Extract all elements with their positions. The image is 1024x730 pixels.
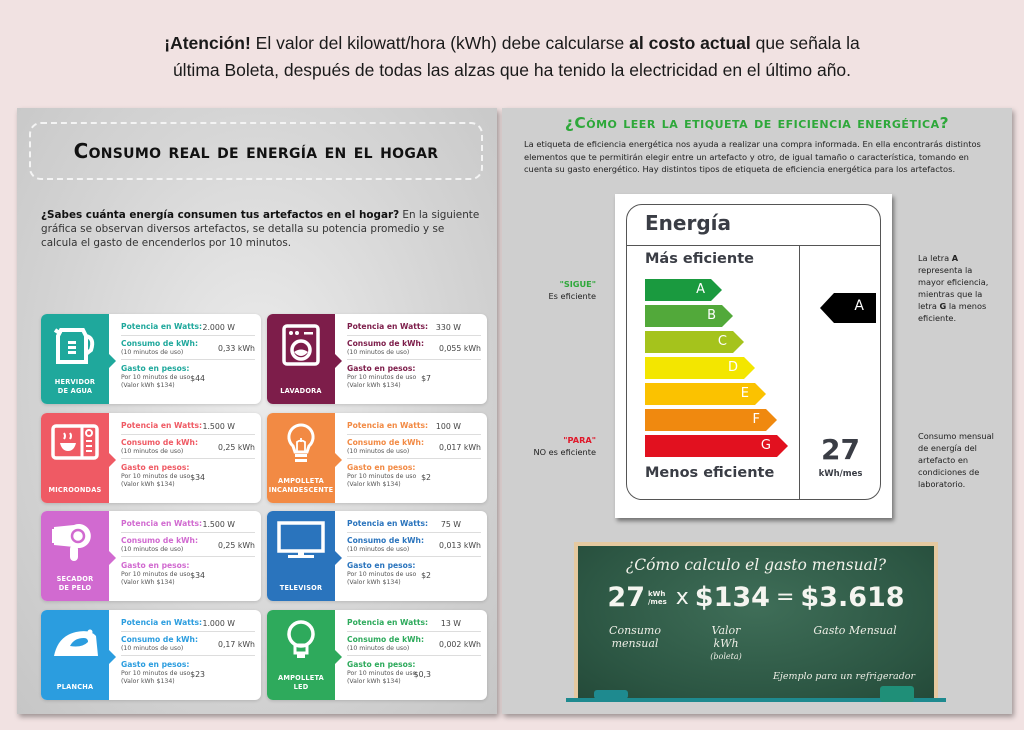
consumption-value: 0,055 kWh	[439, 344, 481, 353]
power-value: 100 W	[435, 421, 461, 431]
cost-label: Gasto en pesos:	[121, 364, 190, 373]
cost-sublabel-1: Por 10 minutos de uso	[121, 472, 191, 480]
appliance-name	[41, 486, 109, 495]
consumption-sublabel: (10 minutos de uso)	[347, 644, 410, 652]
chalkboard-question: ¿Cómo calculo el gasto mensual?	[625, 556, 887, 574]
appliance-stats	[347, 616, 481, 690]
caption-valor	[696, 624, 756, 663]
rating-letter: A	[854, 298, 864, 314]
power-value: 2.000 W	[202, 323, 235, 332]
appliance-name	[267, 477, 335, 495]
led-bulb-icon	[279, 610, 323, 668]
appliance-card	[267, 511, 487, 601]
kettle-icon	[53, 314, 97, 372]
appliance-card	[267, 314, 487, 404]
cost-row	[121, 360, 255, 394]
appliance-tile	[267, 610, 335, 700]
cost-value: $2	[421, 472, 431, 482]
consumption-intro	[41, 208, 481, 250]
para-tag: "PARA"	[563, 435, 596, 445]
caption-valor-line-1: Valor	[711, 624, 741, 637]
consumption-label: Consumo de kWh:	[121, 536, 198, 545]
cost-label: Gasto en pesos:	[347, 659, 416, 669]
cost-value: $23	[190, 669, 205, 679]
note-a-letter-g: G	[939, 301, 947, 311]
consumption-row	[121, 435, 255, 459]
cost-sublabel-1: Por 10 minutos de uso	[121, 374, 191, 381]
appliance-name	[267, 674, 335, 692]
para-note	[516, 434, 596, 458]
consumption-label: Consumo de kWh:	[347, 634, 424, 644]
appliance-name-line-1: HERVIDOR	[54, 378, 96, 386]
appliance-name-line-1: SECADOR	[56, 575, 94, 583]
cost-sublabel-1: Por 10 minutos de uso	[347, 571, 417, 578]
power-value: 1.500 W	[202, 520, 235, 529]
caption-example: Ejemplo para un refrigerador	[772, 671, 916, 682]
consumption-value: 0,013 kWh	[439, 541, 481, 550]
sigue-tag: "SIGUE"	[559, 279, 596, 289]
appliance-stats	[121, 320, 255, 394]
cost-sublabel-1: Por 10 minutos de uso	[347, 374, 417, 381]
notice-text-1: El valor del kilowatt/hora (kWh) debe calcularse	[250, 33, 630, 53]
notice-line-2: última Boleta, después de todas las alzas que ha tenido la electricidad en el último año.	[172, 60, 852, 80]
appliance-tile	[267, 511, 335, 601]
power-row	[121, 320, 255, 336]
washing-machine-icon	[279, 314, 323, 372]
cost-sublabel-1: Por 10 minutos de uso	[121, 571, 191, 578]
consumption-row	[347, 533, 481, 557]
appliance-name	[41, 378, 109, 396]
tv-icon	[276, 511, 326, 567]
power-row	[347, 419, 481, 435]
consumption-value: 0,25 kWh	[217, 541, 255, 550]
chalk-box-icon	[880, 686, 914, 702]
appliance-name-line-1: MICROONDAS	[48, 485, 102, 494]
cost-row	[121, 557, 255, 591]
cost-value: $44	[190, 374, 205, 383]
power-row	[347, 517, 481, 533]
appliance-name-line-1: PLANCHA	[56, 682, 94, 691]
cost-row	[347, 459, 481, 493]
consumption-value: 0,25 kWh	[217, 442, 255, 452]
power-label: Potencia en Watts:	[347, 420, 429, 430]
appliance-name-line-1: AMPOLLETA	[278, 476, 324, 485]
consumption-title: Consumo real de energía en el hogar	[73, 139, 439, 163]
appliance-tile	[267, 314, 335, 404]
consumption-panel	[17, 108, 497, 714]
consumption-sublabel: (10 minutos de uso)	[121, 447, 184, 455]
appliance-stats	[121, 517, 255, 591]
cost-row	[347, 360, 481, 394]
equation-kwh: 27	[607, 582, 645, 613]
power-label: Potencia en Watts:	[121, 420, 203, 430]
most-efficient-label: Más eficiente	[645, 251, 754, 267]
cost-sublabel-2: (Valor kWh $134)	[121, 382, 175, 389]
caption-consumo-line-1: Consumo	[609, 624, 661, 637]
note-a-text-3: la menos eficiente.	[918, 301, 987, 323]
note-a-letter-a: A	[951, 253, 959, 263]
energy-label	[615, 194, 892, 518]
rating-arrow	[820, 293, 876, 323]
power-row	[121, 419, 255, 435]
eraser-icon	[594, 690, 628, 699]
consumption-label: Consumo de kWh:	[121, 634, 198, 644]
appliance-stats	[121, 616, 255, 690]
appliance-name-line-2: LED	[293, 682, 309, 691]
cost-label: Gasto en pesos:	[347, 364, 416, 373]
cost-label: Gasto en pesos:	[121, 659, 190, 669]
notice-bold-1: ¡Atención!	[164, 33, 251, 53]
power-row	[121, 616, 255, 632]
energy-label-frame	[626, 204, 881, 500]
consumption-row	[347, 336, 481, 360]
appliance-stats	[347, 517, 481, 591]
power-value: 13 W	[440, 618, 461, 628]
caption-consumo	[600, 624, 670, 650]
efficiency-class-bar: A	[645, 279, 711, 301]
consumption-sublabel: (10 minutos de uso)	[347, 546, 410, 553]
efficiency-class-bar: B	[645, 305, 722, 327]
appliance-name-line-2: DE PELO	[58, 584, 92, 592]
cost-sublabel-1: Por 10 minutos de uso	[347, 472, 417, 480]
rating-arrow-shape	[820, 293, 876, 323]
appliance-stats	[121, 419, 255, 493]
cost-row	[347, 656, 481, 690]
efficiency-class-bar: G	[645, 435, 777, 457]
caption-consumo-line-2: mensual	[611, 637, 659, 650]
cost-value: $34	[190, 571, 205, 580]
consumption-row	[121, 632, 255, 656]
cost-sublabel-1: Por 10 minutos de uso	[121, 669, 191, 677]
power-row	[347, 320, 481, 336]
appliance-tile	[267, 413, 335, 503]
equation-total: $3.618	[800, 582, 905, 613]
cost-label: Gasto en pesos:	[121, 462, 190, 472]
equation-times: x	[675, 585, 689, 610]
caption-gasto: Gasto Mensual	[813, 624, 897, 637]
power-value: 1.500 W	[202, 421, 235, 431]
consumption-value: 0,33 kWh	[217, 344, 255, 353]
power-value: 1.000 W	[202, 618, 235, 628]
appliance-name-line-1: LAVADORA	[280, 387, 322, 395]
letter-scale-note	[918, 252, 998, 324]
consumption-label: Consumo de kWh:	[347, 536, 424, 545]
consumption-row	[347, 435, 481, 459]
cost-row	[347, 557, 481, 591]
cost-row	[121, 656, 255, 690]
consumption-label: Consumo de kWh:	[347, 437, 424, 447]
equation-unit-top: kWh	[647, 589, 666, 598]
hair-dryer-icon	[50, 511, 100, 569]
label-panel-intro: La etiqueta de eficiencia energética nos ayuda a realizar una compra informada. En ella encontrarás distintos elementos que te permitirán elegir entre un artefacto y otro, de igual tamaño o característica, tomando en cuenta su gasto energético. Hay distintos tipos de etiqueta de eficiencia energética para los artefactos.	[524, 139, 981, 175]
power-row	[347, 616, 481, 632]
equation-unit-bottom: /mes	[647, 597, 667, 606]
consumption-row	[347, 632, 481, 656]
power-label: Potencia en Watts:	[347, 322, 429, 331]
caption-valor-line-2: kWh	[713, 637, 739, 650]
energy-label-divider	[627, 245, 881, 246]
cost-row	[121, 459, 255, 493]
consumption-sublabel: (10 minutos de uso)	[121, 546, 184, 553]
appliance-tile	[41, 610, 109, 700]
sigue-note	[526, 278, 596, 302]
appliance-card	[41, 610, 261, 700]
sigue-text: Es eficiente	[548, 291, 596, 301]
appliance-card	[267, 610, 487, 700]
caption-valor-line-3: (boleta)	[710, 652, 742, 661]
notice-bold-2: al costo actual	[629, 33, 751, 53]
cost-sublabel-2: (Valor kWh $134)	[347, 480, 401, 488]
microwave-icon	[50, 413, 100, 469]
consumption-label: Consumo de kWh:	[121, 437, 198, 447]
efficiency-class-bar: C	[645, 331, 733, 353]
appliance-name-line-1: AMPOLLETA	[278, 673, 324, 682]
appliance-stats	[347, 419, 481, 493]
cost-sublabel-2: (Valor kWh $134)	[347, 382, 401, 389]
consumption-note: Consumo mensual de energía del artefacto en condiciones de laboratorio.	[918, 431, 994, 489]
cost-sublabel-1: Por 10 minutos de uso	[347, 669, 417, 677]
chalkboard-equation	[578, 582, 934, 613]
cost-sublabel-2: (Valor kWh $134)	[121, 677, 175, 685]
equation-unit	[648, 590, 667, 606]
consumption-value: 0,002 kWh	[439, 639, 481, 649]
iron-icon	[50, 610, 100, 668]
consumption-sublabel: (10 minutos de uso)	[347, 349, 410, 356]
consumption-label: Consumo de kWh:	[347, 339, 424, 348]
cost-value: $2	[421, 571, 431, 580]
appliance-card	[41, 413, 261, 503]
appliance-tile	[41, 314, 109, 404]
label-panel	[502, 108, 1012, 714]
efficiency-class-bar: E	[645, 383, 755, 405]
consumption-row	[121, 533, 255, 557]
appliance-tile	[41, 413, 109, 503]
chalkboard	[574, 542, 938, 702]
appliance-tile	[41, 511, 109, 601]
note-a-text-2: representa la mayor eficiencia, mientras que la letra	[918, 265, 989, 311]
attention-notice	[0, 30, 1024, 84]
power-row	[121, 517, 255, 533]
cost-sublabel-2: (Valor kWh $134)	[121, 480, 175, 488]
power-value: 75 W	[440, 520, 461, 529]
equation-price: $134	[694, 582, 770, 613]
cost-sublabel-2: (Valor kWh $134)	[347, 579, 401, 586]
efficiency-class-bar: F	[645, 409, 766, 431]
appliance-stats	[347, 320, 481, 394]
incandescent-bulb-icon	[279, 413, 323, 471]
appliance-card	[41, 511, 261, 601]
consumption-value: 0,17 kWh	[217, 639, 255, 649]
consumption-title-box	[29, 122, 483, 180]
monthly-kwh-unit: kWh/mes	[818, 469, 863, 479]
cost-sublabel-2: (Valor kWh $134)	[347, 677, 401, 685]
appliance-name-line-1: TELEVISOR	[279, 584, 323, 592]
label-panel-title: ¿Cómo leer la etiqueta de eficiencia energética?	[564, 114, 950, 132]
monthly-kwh-value: 27	[821, 433, 860, 466]
cost-label: Gasto en pesos:	[121, 561, 190, 570]
consumption-sublabel: (10 minutos de uso)	[121, 644, 184, 652]
power-value: 330 W	[435, 323, 461, 332]
consumption-sublabel: (10 minutos de uso)	[121, 349, 184, 356]
cost-label: Gasto en pesos:	[347, 462, 416, 472]
notice-text-2: que señala la	[750, 33, 860, 53]
cost-value: $0,3	[413, 669, 431, 679]
appliance-name	[41, 575, 109, 593]
consumption-label: Consumo de kWh:	[121, 339, 198, 348]
appliance-name-line-2: INCANDESCENTE	[268, 485, 334, 494]
power-label: Potencia en Watts:	[121, 519, 203, 528]
note-a-text-1: La letra	[918, 253, 952, 263]
energy-label-heading: Energía	[645, 211, 731, 235]
appliance-name-line-2: DE AGUA	[57, 387, 93, 395]
appliance-card	[267, 413, 487, 503]
appliance-name	[41, 683, 109, 692]
power-label: Potencia en Watts:	[121, 617, 203, 627]
power-label: Potencia en Watts:	[347, 617, 429, 627]
power-label: Potencia en Watts:	[121, 322, 203, 331]
appliance-card	[41, 314, 261, 404]
cost-value: $34	[190, 472, 205, 482]
consumption-value: 0,017 kWh	[439, 442, 481, 452]
intro-text: En la siguiente gráfica se observan diversos artefactos, se detalla su potencia promedio y se calcula el gasto de encenderlos por 10 minutos.	[41, 209, 480, 249]
appliance-name	[267, 387, 335, 396]
consumption-sublabel: (10 minutos de uso)	[347, 447, 410, 455]
power-label: Potencia en Watts:	[347, 519, 429, 528]
cost-value: $7	[421, 374, 431, 383]
consumption-row	[121, 336, 255, 360]
least-efficient-label: Menos eficiente	[645, 465, 775, 481]
cost-sublabel-2: (Valor kWh $134)	[121, 579, 175, 586]
para-text: NO es eficiente	[533, 447, 596, 457]
appliance-name	[267, 584, 335, 593]
equation-equals: =	[775, 585, 795, 610]
intro-question: ¿Sabes cuánta energía consumen tus artefactos en el hogar?	[41, 209, 400, 221]
efficiency-class-bar: D	[645, 357, 744, 379]
cost-label: Gasto en pesos:	[347, 561, 416, 570]
